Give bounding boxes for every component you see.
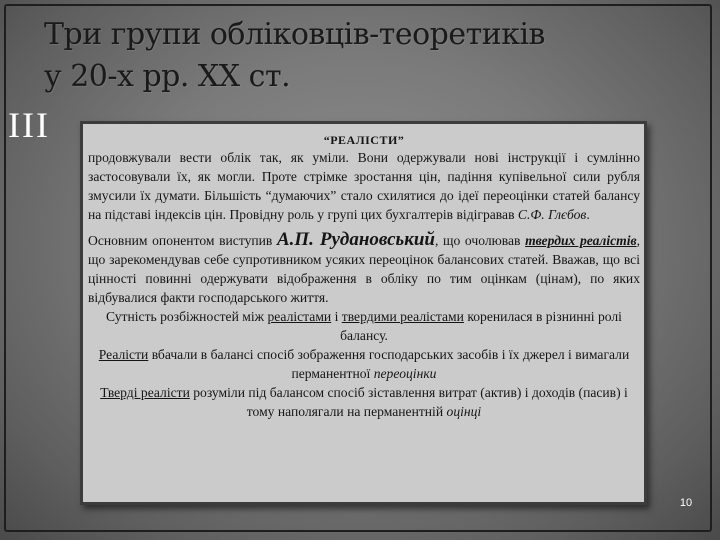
realists-term-link: реалістами <box>267 309 332 324</box>
para1-text: продовжували вести облік так, як уміли. Вони одержували нові інструкції і сумлінно застосовували їх, як могли. Проте стрімке зростання цін, падіння купівельної сили рубля змусили їх думати. Більшість “думаючих” стало схилятися до ідеї переоцінки статей балансу на підставі індексів цін. Провідну роль у групі цих бухгалтерів відігравав <box>88 150 640 222</box>
hard-realists-term: твердих реалістів <box>525 233 637 248</box>
para2-start: Основним опонентом виступив <box>88 233 277 248</box>
para3-b: і <box>331 309 342 324</box>
page-number: 10 <box>679 497 693 509</box>
revaluation-word: переоцінки <box>373 366 437 381</box>
text-panel <box>80 121 647 505</box>
title-line-1: Три групи обліковців-теоретиків <box>44 17 545 52</box>
para1-end: . <box>586 207 590 222</box>
panel-heading: “РЕАЛІСТИ” <box>323 133 405 147</box>
paragraph-opponent <box>88 230 640 307</box>
paragraph-essence <box>88 307 640 345</box>
hard-realists-term-link: твердими реалістами <box>341 309 464 324</box>
rudanovsky-name: А.П. Рудановський <box>276 229 435 250</box>
hard-realists-term-2: Тверді реалісти <box>100 385 190 400</box>
para4-text: вбачали в балансі спосіб зображення господарських засобів і їх джерел і вимагали перманентної <box>148 347 630 381</box>
title-line-2: у 20-х рр. ХХ ст. <box>44 59 291 94</box>
para3-c: коренилася в різнинні ролі балансу. <box>340 309 622 343</box>
slide-title <box>44 14 664 98</box>
paragraph-realists-view <box>88 345 640 383</box>
section-numeral: III <box>8 105 50 145</box>
valuation-word: оцінці <box>446 404 482 419</box>
paragraph-realists <box>88 148 640 224</box>
para5-text: розуміли під балансом спосіб зіставлення витрат (актив) і доходів (пасив) і тому наполягали на перманентній <box>189 385 628 419</box>
para2-mid: , що очолював <box>435 233 526 248</box>
glebov-name: С.Ф. Глєбов <box>517 207 587 222</box>
text-panel-content <box>88 124 640 421</box>
para2-end: , що зарекомендував себе супротивником усяких переоцінок балансових статей. Вважав, що всі цінності повинні одержувати відображення в обліку по тим оцінкам (цінам), по яких відбувалися факти господарського життя. <box>88 233 641 305</box>
para3-a: Сутність розбіжностей між <box>106 309 268 324</box>
realists-term-2: Реалісти <box>98 347 149 362</box>
paragraph-hard-realists-view <box>88 383 640 421</box>
